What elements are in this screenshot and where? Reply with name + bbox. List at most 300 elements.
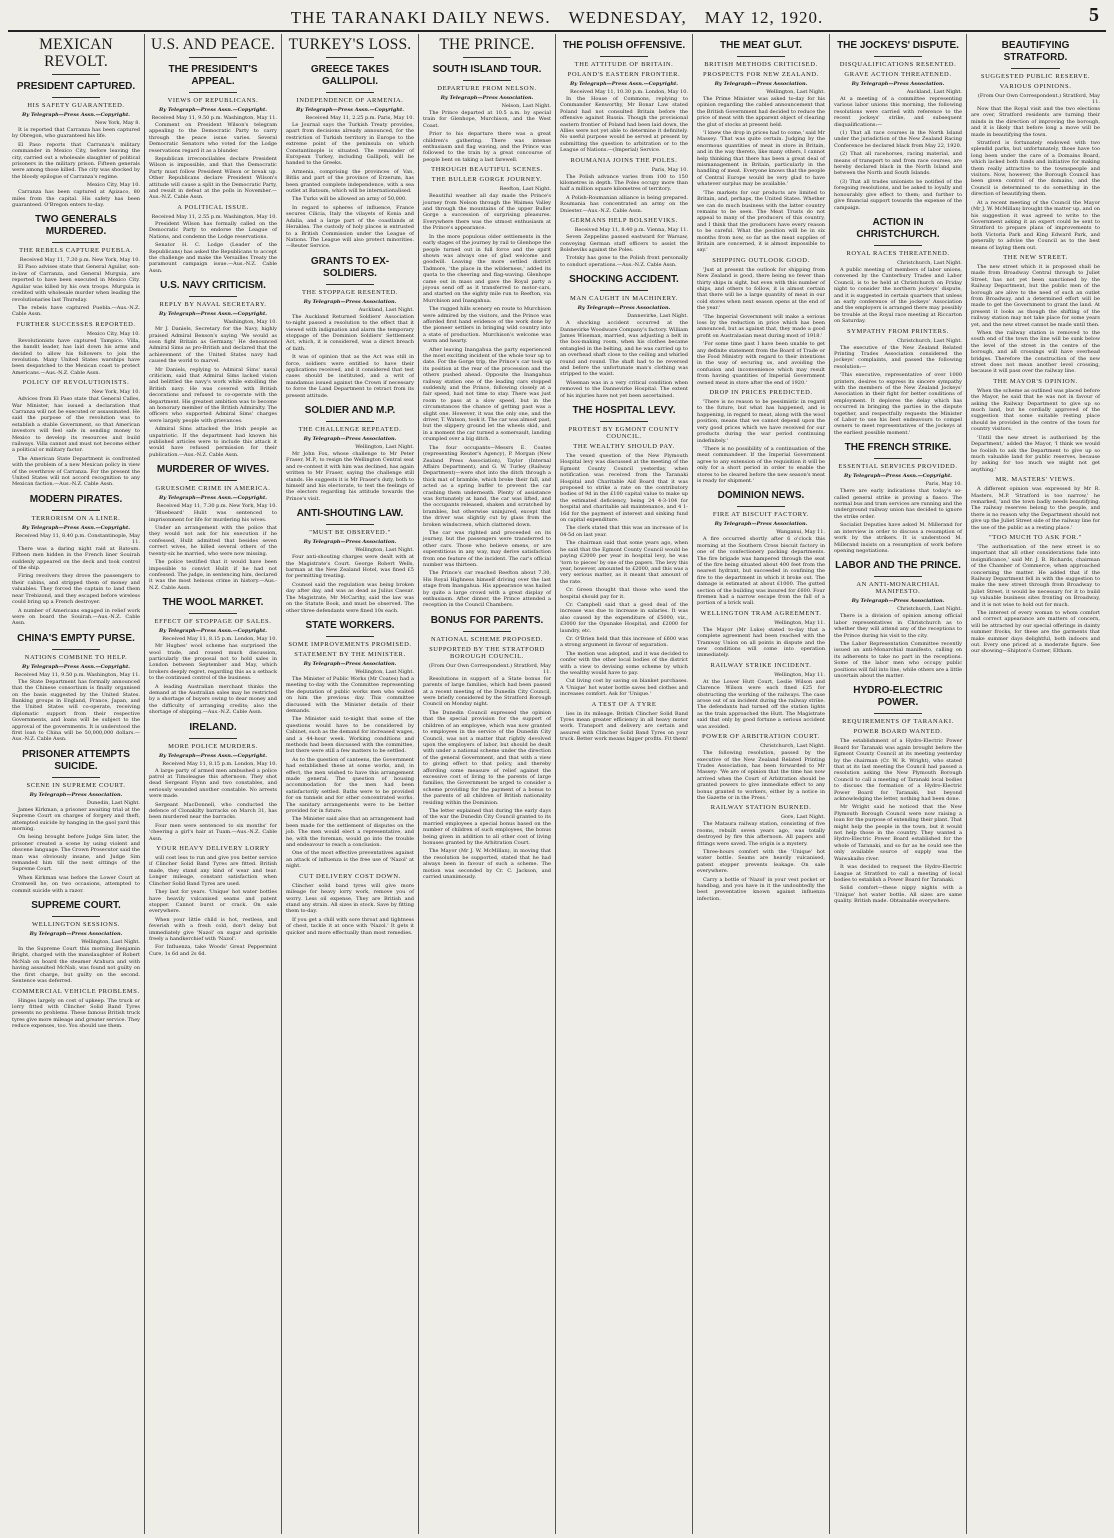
headline-rule (189, 92, 237, 93)
article-subheading: THE ATTITUDE OF BRITAIN. (574, 61, 674, 68)
article-paragraph: If you get a chill with sore throat and tightness of chest, tackle it at once with 'Nazol.' It gets it quicker and more effectually than most remedies. (286, 916, 414, 936)
press-credit: By Telegraph—Press Association. (303, 539, 397, 546)
article-paragraph: At a recent meeting of the Council the Mayor (Mr J. W. McMillan) brought the matter up, and on his suggestion it was agreed to write to the Government asking it an expert could be sent to Stratford to prepare plans of improvements to both Victoria Park and King Edward Park, and generally to advise the Council as to the best means of laying them out. (971, 199, 1100, 251)
headline-rule (189, 57, 237, 58)
article-paragraph: El Paso reports that Carranza's military commander in Mexico City, before leaving the city, carried out a wholesale slaughter of political prisoners in the military prison. Fifteen generals were among those killed. The city was shocked by the bloody epilogue of Carranza's regime. (12, 141, 140, 180)
article-subheading: THE NEW STREET. (1003, 253, 1068, 261)
press-credit: By Telegraph—Press Association. (714, 81, 808, 87)
article-subheading: "MUST BE OBSERVED." (309, 529, 391, 537)
headline-rule (874, 458, 922, 459)
article-subheading: GRAVE ACTION THREATENED. (844, 71, 952, 78)
article-paragraph: will cost less to run and give you better service if Clincher Solid Band Tyres are fitted. British made, they stand any kind of wear and tear. Longer mileage, constant satisfaction when Clincher Solid Band Tyres are used. (149, 855, 277, 887)
place-dateline: Dannevirke, Last Night. (627, 313, 688, 320)
article-paragraph: Carry a bottle of 'Nazol' in your vest pocket or handbag, and you have in it the undoubtedly the best preventative known against influenza infection. (697, 876, 825, 902)
article-paragraph: The Prince departed at 10.5 a.m. by special train for Glenhope, Murchison, and the West Coast. (423, 110, 551, 129)
article-subheading: THROUGH BEAUTIFUL SCENES. (431, 166, 543, 174)
headline-rule (326, 284, 374, 285)
article-subheading: DROP IN PRICES PREDICTED. (709, 389, 813, 397)
article-paragraph: The establishment of a Hydro-Electric Power Board for Taranaki was again brought before the Egmont County Council at its meeting yesterday by the chairman (Cr. W. R. Wright), who stated that at its last meeting the Council had passed a resolution asking the New Plymouth Borough Council to call a meeting of Taranaki local bodies to discuss the formation of a Hydro-Electric Power Board for Taranaki, but beyond acknowledging the letter, nothing had been done. (834, 738, 962, 803)
article-paragraph: Cr. Campbell said that a good deal of the increase was due to increase in salaries. It was also caused by the expenditure of £5000, viz., £3000 for the Opunake Hospital, and £2000 for laundry, etc. (560, 601, 688, 634)
place-dateline: Washington, May 10. (223, 319, 277, 326)
place-dateline: Received May 11, 7.30 p.m. New York, May 10. (156, 503, 277, 510)
article-paragraph: Advices from El Paso state that General Calles, War Minister, has issued a declaration that Carranza will not be executed or assassinated. He said the purpose of the revolution was to establish a stable Government, so that American investors will feel safe in sending money to Mexico to develop its resources and build railways. Villa cannot and must not become either a political or military factor. (12, 396, 140, 454)
article-subheading: WELLINGTON SESSIONS. (31, 921, 121, 929)
article-paragraph: The Mayor (Mr Luke) stated to-day that a complete agreement had been reached with the Tramway Union on all points in dispute and the new conditions will come into operation immediately. (697, 626, 825, 659)
article-subheading: PROTEST BY EGMONT COUNTY COUNCIL. (568, 426, 680, 440)
article-paragraph: 'The authorisation of the new street is so important that all other considerations fade into insignificance,' said Mr. J. B. Richards, chairman of the Chamber of Commerce, when approached concerning the matter. He added that if the Railway Department fell in with the suggestion to make the new street through from Broadway to Juliet Street, it would be necessary for it to build up valuable business sites fronting on Broadway, and it is not wise to hold out for much. (971, 543, 1100, 608)
press-credit: By Telegraph—Press Assn.—Copyright. (21, 663, 131, 670)
article-paragraph: Mr John Fox, whose challenge to Mr Peter Fraser, M.P., to resign the Wellington Central seat and re-contest it with him was declined, has again written to Mr Fraser, saying the challenge still stands. He suggests it is Mr Fraser's duty, both to himself and his electorate, to test the feelings of the electors regarding his attitude towards the Prince's visit. (286, 451, 414, 502)
article-paragraph: Senator H. C. Lodge (Leader of the Republicans) has asked the Republicans to accept the challenge and make the Versailles Treaty the paramount campaign issue.—Aus.-N.Z. Cable Assn. (149, 242, 277, 274)
article-headline: CHINA'S EMPTY PURSE. (17, 632, 135, 644)
place-dateline: (From Our Own Correspondent.) Stratford, May 11. (428, 662, 551, 675)
article-headline: U.S. NAVY CRITICISM. (160, 280, 266, 292)
press-credit: By Telegraph—Press Association. (303, 298, 397, 305)
article-subheading: REQUIREMENTS OF TARANAKI. (842, 718, 954, 726)
masthead-date: MAY 12, 1920. (704, 8, 824, 27)
article-subheading: WELLINGTON TRAM AGREEMENT. (700, 609, 822, 617)
article-headline: BEAUTIFYING STRATFORD. (1001, 40, 1070, 63)
press-credit: By Telegraph—Press Assn.—Copyright. (21, 524, 131, 531)
article-headline: SOUTH ISLAND TOUR. (432, 64, 542, 75)
article-headline: THE FRENCH STRIKE. (844, 442, 952, 454)
article-paragraph: A shocking accident occurred at the Dannevirke Woodware Company's factory. William James Wiseman, married, was adjusting a belt in the box-making room, when his clothes became entangled in the belting, and he was carried up to an overhead shaft close to the ceiling and whirled round and round. The shaft had to be reversed and before the unfortunate man's clothing was stripped to the waist. (560, 320, 688, 378)
masthead (8, 6, 1106, 32)
article-paragraph: Four anti-shouting charges were dealt with at the Magistrate's Court. George Robert Wells, barman at the New Zealand Hotel, was fined £5 for permitting treating. (286, 554, 414, 580)
article-paragraph: The Prime Minister was asked to-day for his opinion regarding the cabled announcement that the British Government had decided to reduce the price of meat with the apparent object of clearing the glut of stocks at present held. (697, 96, 825, 128)
place-dateline: Wellington, Last Night. (355, 444, 414, 450)
article-subheading: THE BULLER GORGE JOURNEY. (431, 176, 543, 184)
article-paragraph: lies in its mileage. British Clincher Solid Band Tyres mean greater efficiency in all heavy motor work. Transport and delivery are certain and assured with Clincher Solid Band Tyres on your truck. Better work means bigger profits. Fit them! (560, 710, 689, 743)
press-credit: By Telegraph—Press Assn.—Copyright. (158, 752, 268, 759)
headline-rule (189, 738, 237, 739)
article-paragraph: The Turks will be allowed an army of 50,000. (292, 196, 407, 203)
place-dateline: Received May 11, 10.30 p.m. London, May 10. (570, 89, 688, 95)
article-paragraph: 'The markets for our products are limited to Britain, and, perhaps, the United States. Whether we can do much business with the latter country remains to be seen. The Meat Trusts do not appeal to many of the producers of this country, and I think that the producers have every reason to be careful. What the position will be in six months from now, so far as the meat supplies of Britain are concerned, it is almost impossible to say.' (697, 189, 825, 254)
place-dateline: Christchurch, Last Night. (897, 337, 962, 344)
article-subheading: YOUR HEAVY DELIVERY LORRY (156, 845, 270, 853)
article-headline: ANTI-SHOUTING LAW. (296, 508, 404, 520)
article-paragraph: 'I knew the drop in prices had to come,' said Mr Massey. 'That was quite certain. Judging by the enormous quantities of meat in store in Britain, and in the way thereto, like many others, I cannot help thinking that there has been a great deal of mismanagement in Britain, particularly in the handling of meat. Everyone knows that the people of Central Europe would be very glad to have whatever surplus may be available.' (697, 130, 825, 188)
article-paragraph: Hinges largely on cost of upkeep. The truck or lorry fitted with Clincher Solid Band Tyres presents no problems. These famous British truck tyres give more mileage and greater service. They reduce expenses, too. You should use them. (12, 997, 140, 1030)
headline-rule (463, 80, 511, 81)
headline-rule (52, 916, 100, 917)
article-subheading: MORE POLICE MURDERS. (168, 742, 258, 750)
press-credit: By Telegraph—Press Assn.—Copyright. (843, 473, 953, 480)
article-paragraph: The motion was adopted, and it was decided to confer with the other local bodies of the district with a view to devising some scheme by which the wealthy would have to pay. (560, 650, 688, 676)
article-paragraph: Beautiful weather all day made the Prince's journey from Nelson through the Waimea Valley and through the mountains of the upper Buller Gorge a succession of surprising pleasures. Everywhere there was the utmost enthusiasm at the Prince's appearance. (423, 193, 551, 232)
article-headline: MURDERER OF WIVES. (156, 464, 270, 476)
article-subheading: A TEST OF A TYRE (591, 700, 657, 708)
article-paragraph: The Mayor (Mr J. W. McMillan), in moving that the resolution be supported, stated that he had always been in favour of such a scheme. The motion was seconded by Cr. C. Jackson, and carried unanimously. (423, 848, 551, 881)
article-paragraph: When Kirkman was before the Lower Court at Cromwell he, on two occasions, attempted to commit suicide with a razor. (12, 874, 140, 894)
press-credit: By Telegraph—Press Association. (29, 791, 123, 798)
headline-rule (52, 97, 100, 98)
article-paragraph: A large party of armed men ambushed a police patrol at Timoleague this afternoon. They shot dead Sergeant Flynn and two constables, and seriously wounded another constable. No arrests were made. (149, 767, 277, 800)
article-paragraph: Clincher solid band tyres will give more mileage for heavy lorry work, remove you of worry. Less oil expense, They are British and stand any strain. All sizes in stock. Save by fitting them to-day. (286, 882, 414, 915)
article-paragraph: In the more populous older settlements in the early stages of the journey by rail to Glenhope the people turned out in full force and the spirit shown was always one of glad welcome and goodwill. Leaving the more settled district Tadmore, 'the place in the wilderness,' added its quota to the cheering and flag-waving. Glenhope came out in mass and gave the Royal party a joyous send off as it transferred to motor-cars, and started on the eighty mile run to Reefton, via Murchison and Inangahua. (423, 233, 551, 304)
article-paragraph: President Wilson has formally called on the Democratic Party to endorse the League of Nations, and condemn the Lodge reservations. (149, 220, 277, 240)
place-dateline: Gore, Last Night. (781, 814, 825, 821)
article-headline: PRISONER ATTEMPTS SUICIDE. (22, 748, 130, 772)
article-paragraph: A fire occurred shortly after 6 o'clock this morning at the Southern Cross biscuit factory in one of the confectionery packing departments. The fire brigade was hampered through the seat of the fire being situated about 400 feet from the nearest hydrant, but succeeded in confining the fire to the department in which it broke out. The damage is estimated at about £1000. The gutted section of the building was insured for £600. Four firemen had a narrow escape from the fall of a portion of a brick wall. (697, 536, 825, 607)
article-paragraph: Cr. Green thought that those who used the hospital should pay for it. (560, 587, 688, 600)
article-subheading: VARIOUS OPINIONS. (999, 83, 1072, 90)
column-headline: MEXICAN REVOLT. (39, 36, 113, 70)
article-paragraph: Stratford is fortunately endowed with two splendid parks, but unfortunately, those have too long been under the care of a Domains Board, which lacked both funds and initiative for making them really attractive to the townspeople and visitors. Now, however, the Borough Council has been given control of the domains, and the Council is determined to do something in the direction of beautifying them. (971, 140, 1100, 198)
article-paragraph: 'There is no possibility of a continuation of the meat commandeer. If the Imperial Government agree to any extension of the requisition it will be only for a short period in order to enable the stores to be cleared before the new season's meat is ready for shipment.' (697, 445, 825, 484)
press-credit: By Telegraph—Press Assn.—Copyright. (21, 112, 131, 118)
article-paragraph: The new street which it is proposed shall be made from Broadway Central through to Juliet Street, has not yet been sanctioned by the Railway Department, but the public men of the borough are alive to the need of such an outlet from Broadway, and a determined effort will be made to get the Government to grant the land. At present it looks as though the shifting of the railway station may not take place for some years yet, and the new street cannot be made until then. (971, 263, 1100, 328)
article-paragraph: The Mataura railway station, consisting of five rooms, rebuilt seven years ago, was totally destroyed by fire this afternoon. All papers and fittings were saved. The origin is a mystery. (697, 821, 825, 847)
article-paragraph: Republican irreconcilables declare President Wilson is impossible, and that the Democratic Party must follow President Wilson or break up. Other Republicans declare President Wilson's attitude will cause a split in the Democratic Party, and result in defeat at the polls in November.—Aus.-N.Z. Cable Assn. (149, 156, 277, 201)
press-credit: By Telegraph—Press Assn.—Copyright. (158, 311, 268, 318)
article-paragraph: The Dunedin Council expressed the opinion that the special provision for the support of children of an employee, which was now granted to employees in the service of the Dunedin City Council, was not a matter that rightly devolved upon the employers of labor, but should be dealt with under a national scheme under the direction of the general Government, and that with a view to giving effect to that policy, and thereby affording some measure of relief against the excessive cost of living to the parents of large families, the Government be urged to consider a scheme providing for the payment of a bonus to the parents of all children of British nationality residing within the Dominion. (423, 709, 551, 806)
article-paragraph: When your little child is hot, restless, and feverish with a fresh cold, don't delay but immediately give 'Nazol' on sugar and sprinkle freely a handkerchief with 'Nazol'. (149, 916, 277, 942)
article-paragraph: The Auckland Returned Soldiers' Association to-night passed a resolution to the effect that it viewed with indignation and alarm the temporary stoppage of the Dominion Soldiers' Settlement Act, which, it is considered, was a direct breach of faith. (286, 313, 414, 352)
press-credit: By Telegraph—Press Association. (851, 598, 945, 605)
article-paragraph: Seven Zeppelins passed eastward for Warsaw, conveying German staff officers to assist the Bolsheviks against the Poles. (560, 234, 688, 253)
article-subheading: SUGGESTED PUBLIC RESERVE. (980, 73, 1091, 80)
article-subheading: ESSENTIAL SERVICES PROVIDED. (838, 463, 958, 471)
place-dateline: Received May 11, 8.40 p.m. Constantinople, May 11. (15, 532, 140, 545)
article-subheading: EFFECT OF STOPPAGE OF SALES. (154, 618, 272, 626)
column-headline: U.S. AND PEACE. (150, 36, 275, 53)
article-headline: SUPREME COURT. (31, 900, 121, 912)
article-paragraph: 'This executive, representative of over 1000 printers, desires to express its sincere sympathy with the members of the New Zealand Jockeys' Association in their fight for better conditions of employment. It deplores the delay which has occurred in bringing the parties in the dispute together, and respectfully requests the Minister of Labor to use his best endeavours to compel owners to meet representatives of the jockeys at the earliest possible moment.' (834, 372, 962, 436)
article-headline: THE WOOL MARKET. (162, 597, 264, 609)
article-paragraph: A Polish-Roumanian alliance is being prepared. Roumania has concentrated an army on the Dniester.—Aus.-N.Z. Cable Assn. (560, 194, 688, 214)
article-paragraph: Under an arrangement with the police that they would not ask for his execution if he confessed, Hulit admitted that besides seven correct wives, he killed several others of the twenty-six he married, who were now missing. (149, 525, 277, 557)
headline-rule (600, 421, 648, 422)
article-paragraph: Le Journal says the Turkish Treaty provides, apart from decisions already announced, for the restriction of Turkish territory in Europe to the extreme point of the peninsula on which Constantinople is situated. The remainder of European Turkey, including Gallipoli, will be handed to the Greeks. (286, 122, 414, 167)
article-paragraph: Armenia, comprising the provinces of Van, Bitlis and part of the province of Erzerum, has been granted complete independence, with a sea outlet at Batoum, which will be internationalised. (286, 168, 414, 195)
place-dateline: Wellington, Last Night. (355, 668, 414, 675)
article-headline: ACTION IN CHRISTCHURCH. (856, 216, 940, 240)
headline-rule (189, 613, 237, 614)
article-headline: TWO GENERALS MURDERED. (35, 214, 117, 238)
place-dateline: Paris, May 10. (651, 166, 688, 173)
headline-rule (1011, 68, 1060, 69)
article-subheading: THE REBELS CAPTURE PUEBLA. (19, 247, 133, 255)
press-credit: By Telegraph—Press Assn.—Copyright. (158, 628, 268, 635)
article-paragraph: El Paso advises state that General Aguilar, son-in-law of Carranza, and General Murguia, are reported to have been executed in Mexico City. Aguilar was killed by his own troops. Murguia is credited with wholesale murder when leading the revolutionaries last Thursday. (12, 264, 140, 303)
headline-rule (600, 56, 648, 57)
headline-rule (874, 576, 922, 577)
headline-rule (52, 777, 100, 778)
article-subheading: THE CHALLENGE REPEATED. (298, 426, 402, 433)
column-4 (419, 34, 556, 1534)
article-subheading: POLICY OF REVOLUTIONISTS. (22, 379, 130, 387)
place-dateline: Mexico City, May 10. (86, 182, 140, 189)
headline-rule (326, 524, 374, 525)
article-subheading: THE STOPPAGE RESENTED. (301, 288, 399, 296)
article-subheading: BRITISH METHODS CRITICISED. (704, 61, 818, 68)
article-headline: THE JOCKEYS' DISPUTE. (837, 40, 959, 51)
article-subheading: MR. MASTERS' VIEWS. (995, 476, 1076, 484)
article-paragraph: James Kirkman, a prisoner awaiting trial at the Supreme Court on charges of forgery and theft, attempted suicide by hanging in the gaol yard this morning. (12, 806, 140, 832)
headline-rule (463, 631, 511, 632)
article-headline: LABOR AND THE PRINCE. (835, 560, 961, 572)
article-paragraph: The executive of the New Zealand Related Printing Trades Association considered the jockeys' complaints, and passed the following resolution:— (834, 344, 962, 370)
place-dateline: Christchurch, Last Night. (897, 259, 962, 266)
article-subheading: DISQUALIFICATIONS RESENTED. (839, 61, 957, 68)
article-paragraph: Mr J. Daniels, Secretary for the Navy, highly praised Admiral Benson's saying 'We would as soon fight Britain as Germany.' He denounced Admiral Sims as pro-British and declared that the achievement of the United States navy had caused the world to marvel. (149, 326, 277, 365)
article-headline: THE POLISH OFFENSIVE. (562, 40, 686, 51)
article-paragraph: Prior to his departure there was a great children's gathering. There was intense enthusiasm and flag waving, and the Prince was followed to the train by a great concourse of people bent on taking a last farewell. (423, 131, 551, 163)
article-paragraph: The clerk stated that this was an increase of 1s 04-5d on last year. (560, 525, 688, 538)
article-subheading: POWER BOARD WANTED. (853, 728, 943, 736)
article-headline: THE MEAT GLUT. (719, 40, 803, 51)
article-headline: DOMINION NEWS. (717, 490, 805, 502)
article-subheading: CUT DELIVERY COST DOWN. (299, 872, 401, 880)
headline-rule (189, 296, 237, 297)
column-2 (145, 34, 282, 1534)
press-credit: By Telegraph—Press Association. (29, 931, 123, 938)
press-credit: By Telegraph—Press Assn.—Copyright. (295, 107, 405, 113)
article-paragraph: Cr. O'Brien held that this increase of £600 was a strong argument in favour of separation. (560, 635, 688, 649)
article-subheading: SOME IMPROVEMENTS PROMISED. (288, 640, 412, 648)
article-paragraph: The car was righted and proceeded on its journey, but the passengers were transferred to other cars. Those who believe omens, or are superstitious in any way, may derive satisfaction from one feature of the incident. The car's official number was thirteen. (423, 529, 551, 568)
column-8 (967, 34, 1104, 1534)
article-paragraph: Cut living cost by saving on blanket purchases. A 'Unique' hot water bottle saves bed clothes and increases comfort. Ask for 'Unique.' (560, 678, 688, 698)
article-paragraph: The vexed question of the New Plymouth Hospital levy was discussed at the meeting of the Egmont County Council yesterday, when notification was received from the Taranaki Hospital and Charitable Aid Board that it was proposed to strike a rate on the contributory bodies of 9d in the £100 capital value to make up the estimated deficiency, being 24 4-3-104 for hospital and charitable aid maintenance, and 4 1-16d for the payment of interest and sinking fund on capital expenditure. (560, 453, 688, 524)
headline-rule (52, 510, 100, 511)
column-5 (556, 34, 693, 1534)
article-headline: MODERN PIRATES. (29, 493, 123, 505)
place-dateline: Received May 11, 8.15 p.m. London, May 10. (162, 760, 277, 767)
place-dateline: Wellington, Last Night. (81, 939, 140, 946)
article-subheading: POLAND'S EASTERN FRONTIER. (567, 71, 681, 78)
masthead-day: WEDNESDAY, (568, 8, 687, 27)
headline-rule (463, 57, 511, 58)
article-subheading: REPLY BY NAVAL SECRETARY. (159, 301, 267, 309)
article-headline: IRELAND. (189, 721, 237, 733)
article-paragraph: The police testified that it would have been impossible to convict Hulit if he had not confessed. The judge, in sentencing him, declared it was the most heinous crime in history.—Aus.-N.Z. Cable Assn. (149, 559, 277, 591)
masthead-paper-name: THE TARANAKI DAILY NEWS. (290, 8, 551, 27)
place-dateline: Received May 11, 9.50 p.m. Washington, May 11. (151, 115, 277, 121)
article-paragraph: It was of opinion that as the Act was still in force, soldiers were entitled to have their applications received, and it considered that test cases should be instituted, and a writ of mandamus issued against the Crown if necessary to force the Land Department to retract from its present attitude. (286, 354, 414, 399)
press-credit: By Telegraph—Press Association. (577, 305, 671, 312)
article-paragraph: Mr Wright said he noticed that the New Plymouth Borough Council were now raising a loan for the purpose of extending their plant. That might help the people in the town, but it would not help those in the country. They wanted a Hydro-Electric Power Board established for the whole of Taranaki, and so far as he could see the only available source of supply was the Waiwakaiho river. (834, 804, 962, 862)
place-dateline: Wellington, May 11. (774, 671, 825, 678)
article-paragraph: Four men were sentenced to six months' for 'cheering a girl's hair at Tuam.—Aus.-N.Z. Cable Assn. (149, 822, 277, 842)
article-paragraph: When the railway station is removed to the south end of the town the line will be sunk below the level of the street in the centre of the borough, and all crossings will have overhead bridges. Therefore the construction of the new street does not mean another level crossing, because it will pass over the railway line. (971, 330, 1100, 375)
article-subheading: MAN CAUGHT IN MACHINERY. (569, 295, 679, 303)
article-subheading: SHIPPING OUTLOOK GOOD. (712, 256, 810, 264)
place-dateline: Christchurch, Last Night. (897, 606, 962, 613)
press-credit: By Telegraph—Press Association. (303, 436, 397, 442)
article-subheading: RAILWAY STATION BURNED. (710, 804, 812, 812)
column-headline: THE PRINCE. (439, 36, 535, 53)
article-paragraph: 'The Imperial Government will make a serious loss by the reduction in price which has been announced, but as against that, they made a good profit on Australasian meat during most of 1918.' (697, 313, 825, 339)
press-credit: By Telegraph—Press Association. (440, 95, 534, 101)
place-dateline: Received May 11, 7.30 p.m. New York, May 10. (19, 257, 140, 264)
place-dateline: Wanganui, May 11. (776, 529, 825, 536)
article-paragraph: The Polish advance varies from 100 to 150 kilometres in depth. The Poles occupy more than half a million square kilometres of territory. (560, 173, 688, 193)
article-paragraph: At the Lower Hutt Court, Leslie Wilson and Clarence Wilson were each fined £25 for obstructing the working of the railways. The case arose out of an incident during the railway strike. The defendants had turned off the station lights as the train approached the Hutt. The Magistrate said that only by good fortune a serious accident was avoided. (697, 678, 825, 730)
article-headline: THE PRESIDENT'S APPEAL. (168, 64, 258, 87)
headline-rule (52, 242, 100, 243)
column-headline: TURKEY'S LOSS. (288, 36, 412, 53)
article-paragraph: After leaving Inangahua the party experienced the most exciting incident of the whole tour up to date. For the Gorge trip, the Prince's car took up its position at the rear of the procession and the others pushed ahead. Opposite the Inangahua railway station one of the leading cars stopped suddenly, and the Prince, following closely at a fair speed, had not time to stay. There was just room to pass at a slow speed, but in the circumstances the chance of getting past was a slight one. However, it was the only one, and the driver, T. Watson, took it. The car was almost past, but the slippery ground let the wheels skid, and in a moment the car turned a somersault, landing crumpled over a big ditch. (423, 346, 552, 443)
article-paragraph: There is a division of opinion among official labor representatives in Christchurch as to whether they will attend any of the receptions to the Prince during his visit to the city. (834, 613, 962, 639)
article-subheading: A POLITICAL ISSUE. (177, 203, 249, 211)
article-paragraph: A different opinion was expressed by Mr R. Masters, M.P. 'Stratford is too narrow,' he remarked, 'and the town badly needs beautifying. The railway reserves belong to the people, and there is no reason why the Department should not give up the Juliet Street side of the railway line for the use of the public as a resting place.' (971, 486, 1100, 531)
article-subheading: SYMPATHY FROM PRINTERS. (847, 327, 949, 335)
article-subheading: "TOO MUCH TO ASK FOR." (988, 533, 1083, 541)
headline-rule (326, 92, 374, 93)
article-headline: PRESIDENT CAPTURED. (16, 81, 136, 92)
article-subheading: ROYAL RACES THREATENED. (846, 249, 950, 257)
article-paragraph: When the scheme as outlined was placed before the Mayor, he said that he was not in favour of asking the Railway Department to give up so much land, but he cordially approved of the suggestion that some suitable resting place should be provided in the centre of the town for country visitors. (971, 387, 1100, 433)
place-dateline: Auckland, Last Night. (358, 306, 414, 313)
headline-rule (326, 636, 374, 637)
article-paragraph: 'For some time past I have been unable to get any definite statement from the Board of Trade or the Food Ministry with regard to their intentions in the way of securing us, and avoiding the confusion and inconvenience which may result from having quantities of Imperial Government owned meat in store after the end of 1920.' (697, 341, 825, 386)
place-dateline: Wellington, Last Night. (766, 89, 825, 95)
place-dateline: Mexico City, May 10. (86, 330, 140, 337)
article-paragraph: Mr Hughes' wool scheme has surprised the wool trade, and roused much discussion, particularly the proposal not to hold sales in London between September and May, which brokers deeply regret, regarding this as a setback to the continued control of the business. (149, 643, 277, 682)
column-6 (693, 34, 830, 1534)
article-paragraph: In regard to spheres of influence, France secures Cilicia, Italy the vilayets of Konia and Adalia, and a large part of the coastlands at Heraklea. The custody of holy places is entrusted to a British Commission under the League of Nations. The League will also protect minorities.—Reuter Service. (286, 204, 414, 250)
article-paragraph: Wiseman was in a very critical condition when removed to the Dannevirke Hospital. The extent of his injuries have not yet been ascertained. (560, 379, 688, 399)
article-subheading: THE WEALTHY SHOULD PAY. (573, 443, 675, 450)
article-subheading: STATEMENT BY THE MINISTER. (294, 650, 406, 658)
place-dateline: Received May 11, 2.55 p.m. Washington, May 10. (151, 213, 277, 220)
headline-rule (874, 713, 922, 714)
article-paragraph: Firing revolvers they drove the passengers to their cabins, and stripped them of money and valuables. They forced the captain to land them near Trebizond, and they escaped before wireless could bring up a French destroyer. (12, 573, 140, 606)
article-paragraph: The rugged hills scenery en route to Murchison were admired by the visitors, and the Prince was afforded first hand evidence of the work done by the pioneer settlers in bringing wild country into a state of production. Murchison's welcome was warm and hearty. (423, 306, 551, 345)
article-subheading: SCENE IN SUPREME COURT. (26, 781, 126, 789)
article-headline: SOLDIER AND M.P. (304, 405, 396, 416)
article-paragraph: The following resolution, passed by the executive of the New Zealand Related Printing Trades Association, has been forwarded to Mr Massey: 'We are of opinion that the time has now arrived when the Court of Arbitration should be granted powers to give immediate effect to any bonus granted to workers, either by a notice in the Gazette or in the Press.' (697, 750, 825, 801)
article-paragraph: The Minister said also that an arrangement had been made for the settlement of disputes on the job. The men would elect a representative, and he, with the foreman, would go into the trouble and endeavour to reach a conclusion. (286, 816, 414, 849)
article-paragraph: Comment on President Wilson's telegram appealing to the Democratic Party to carry through the peace issue varies. Several Democratic Senators who voted for the Lodge reservations regard it as a blunder. (149, 122, 277, 154)
article-subheading: TERRORISM ON A LINER. (31, 514, 121, 522)
article-subheading: GERMANS HELP BOLSHEVIKS. (570, 217, 678, 225)
article-subheading: POWER OF ARBITRATION COURT. (702, 733, 820, 741)
columns-container (8, 34, 1106, 1534)
article-paragraph: They last for years. 'Unique' hot water bottles have heavily vulcanised seams and patent stopper. Cannot burst or crack. On sale everywhere. (149, 889, 277, 915)
article-paragraph: The rebels have captured Puebla.—Aus.-N.Z. Cable Assn. (12, 304, 140, 318)
article-subheading: FIRE AT BISCUIT FACTORY. (712, 511, 810, 519)
headline-rule (52, 74, 100, 75)
column-7 (830, 34, 967, 1534)
place-dateline: Reefton, Last Night. (499, 186, 551, 193)
column-3 (282, 34, 419, 1534)
article-paragraph: 'There is no reason to be pessimistic in regard to the future, but what has happened, and is happening, in regard to meat, along with the wool position, means that we cannot depend upon the very good prices which we have received for our products during the war period continuing indefinitely.' (697, 399, 825, 444)
headline-rule (737, 56, 785, 57)
article-paragraph: It is reported that Carranza has been captured by Obregon, who guaranteed his life. (12, 127, 140, 140)
place-dateline: Paris, May 10. (925, 481, 962, 488)
press-credit: By Telegraph—Press Assn.—Copyright. (569, 81, 679, 87)
article-paragraph: Counsel said the regulation was being broken day after day, and was as dead as Julius Caesar. The Magistrate, Mr McCarthy, said the law was on the Statute Book, and must be observed. The other three defendants were fined 10s each. (286, 581, 414, 614)
article-paragraph: 'Bluebeard' Hulit was sentenced to imprisonment for life for murdering his wives. (149, 510, 277, 523)
headline-rule (874, 245, 922, 246)
place-dateline: New York, May 10. (91, 389, 140, 396)
article-paragraph: Mr Daniels, replying to Admiral Sims' naval criticism, said that Admiral Sims lacked vision and belittled the navy's work while extolling the British navy. He was covered with British decorations and refused to co-operate with the department. His greatest ambition was to become an honorary member of the British Admiralty. The officers who supported Admiral Sims' charges were largely people with grievances. (149, 366, 277, 424)
article-paragraph: A public meeting of members of labor unions, convened by the Canterbury Trades and Labor Council, is to be held at Christchurch on Friday night to consider the northern jockeys' dispute, and it is suggested in certain quarters that unless an early conference of the jockeys' Association and the employers is arranged there may possibly be trouble at the Royal race meeting at Riccarton on Saturday. (834, 266, 962, 325)
place-dateline: Wellington, Last Night. (355, 547, 414, 554)
article-paragraph: For Influenza, take Woods' Great Peppermint Cure, 1s 6d and 2s 6d. (149, 944, 277, 957)
article-paragraph: The letter explained that during the early days of the war the Dunedin City Council granted to its married employees a special bonus based on the number of children of such employees, the bonus being given in addition to all other cost of living bonuses granted by the Arbitration Court. (423, 807, 551, 846)
article-paragraph: The Minister of Public Works (Mr Coates) had a meeting to-day with the Committee representing the deputation of public works men who waited on him the previous day. This committee discussed with the Minister details of their demands. (286, 675, 414, 714)
article-subheading: NATIONS COMBINE TO HELP. (24, 653, 128, 661)
article-paragraph: Solid comfort—these nippy nights with a 'Unique' hot water bottle. All sizes are same quality. British made. Obtainable everywhere. (834, 885, 962, 905)
column-1 (8, 34, 145, 1534)
press-credit: By Telegraph—Press Assn.—Copyright. (158, 495, 268, 502)
article-subheading: AN ANTI-MONARCHIAL MANIFESTO. (856, 581, 940, 596)
article-paragraph: In the House of Commons, replying to Commander Kenworthy, Mr Bonar Law stated Poland had not consulted Britain before the offensive against Russia. Though the provisional eastern frontier of Poland had been laid down, the Allies were not yet able to determine it definitely. No useful purpose would be served at present by submitting the question to arbitration or to the League of Nations.—(Imperial) Service. (560, 96, 688, 154)
place-dateline: Dunedin, Last Night. (86, 799, 140, 806)
article-subheading: RAILWAY STRIKE INCIDENT. (710, 661, 812, 669)
article-headline: THE HOSPITAL LEVY. (572, 405, 676, 416)
headline-rule (737, 506, 785, 507)
headline-rule (874, 56, 922, 57)
headline-rule (189, 480, 237, 481)
article-paragraph: The Prince's car reached Reefton about 7.30, His Royal Highness himself driving over the last stage from Inangahua. His appearance was hailed by quite a large crowd with a great display of enthusiasm. After dinner, the Prince attended a reception in the Council Chambers. (423, 570, 551, 609)
article-paragraph: The four occupants—Messrs E. Coates (representing Reuter's Agency), P. Morgan (New Zealand Press Association), Taylor (Internal Affairs Department), and G. W. Turley (Railway Department)—were shot into the ditch through a thick mat of bramble, which broke their fall, and acted as a spring buffer to prevent the car crashing them underneath. Plenty of assistance was fortunately at hand, the car was lifted, and the occupants released, shaken and scratched by brambles, but otherwise uninjured, except that the driver was slightly cut by glass from the broken windscreen, which clattered down. (423, 444, 551, 528)
article-subheading: FURTHER SUCCESSES REPORTED. (16, 320, 136, 328)
article-paragraph: As to the question of canteens, the Government had established these at some works, and, in effect, the men wished to have this arrangement made general. The question of housing accommodation for the men had been satisfactorily settled. Baths were to be provided for on tunnels and for other concentrated works. The sanitary arrangements were to be better provided for in future. (286, 756, 414, 815)
place-dateline: Received May 11, 9.50 p.m. Washington, May 11. (14, 671, 140, 678)
place-dateline: Auckland, Last Night. (906, 89, 962, 95)
headline-rule (600, 290, 648, 291)
article-headline: BONUS FOR PARENTS. (430, 614, 544, 626)
article-paragraph: The Minister said to-night that some of the questions would have to be considered by Cabinet, such as the demand for increased wages, and a 44-hour week. Working conditions and methods had been discussed with the committee, but there were still a few matters to be settled. (286, 716, 414, 755)
article-paragraph: The interest of every woman to whom comfort and correct appearance are matters of concern, will be attracted by our special offerings in dainty summer frocks, for these are the garments that make summer days delightful, both indoors and out. Every one priced at a moderate figure. See our showing—Shipton's Corner, Eltham. (971, 610, 1100, 655)
article-subheading: NATIONAL SCHEME PROPOSED. (430, 635, 544, 643)
place-dateline: (From Our Own Correspondent.) Stratford, May 11. (977, 93, 1100, 105)
article-paragraph: There was a daring night raid at Batoum. Fifteen men hidden in the French liner Souirah suddenly appeared on the deck and took control of the ship. (12, 545, 140, 572)
place-dateline: Wellington, May 11. (774, 619, 825, 626)
article-subheading: DEPARTURE FROM NELSON. (437, 85, 537, 92)
article-subheading: SUPPORTED BY THE STRATFORD BOROUGH COUNCIL. (429, 645, 545, 660)
article-subheading: VIEWS OF REPUBLICANS. (167, 97, 259, 104)
article-headline: STATE WORKERS. (305, 619, 395, 631)
headline-rule (326, 421, 374, 422)
article-subheading: GRUESOME CRIME IN AMERICA. (155, 485, 271, 493)
article-paragraph: Three-hours comfort with the 'Unique' hot water bottle. Seams are heavily vulcanised, patent stopper prevents leakage. On sale everywhere. (697, 848, 825, 875)
article-paragraph: 'Until the new street is authorised by the Department,' added the Mayor, 'I think we would be foolish to ask the Department to give up so much valuable land for public reserves, because by asking for too much we might not get anything.' (971, 434, 1100, 473)
headline-rule (52, 649, 100, 650)
place-dateline: Christchurch, Last Night. (760, 743, 825, 750)
article-paragraph: Trotsky has gone to the Polish front personally to conduct operations.—Aus.-N.Z. Cable Assn. (560, 255, 688, 268)
place-dateline: Received May 11, 8.15 p.m. London, May 10. (162, 636, 277, 643)
headline-rule (326, 57, 374, 58)
article-paragraph: Revolutionists have captured Tampico. Villa, the bandit leader, has laid down his arms and decided to allow his followers to join the revolution. Many United States warships have been despatched to the Mexican coast to protect Americans.—Aus.-N.Z. Cable Assn. (12, 337, 140, 376)
place-dateline: Nelson, Last Night. (501, 103, 551, 109)
place-dateline: Received May 11, 8.40 p.m. Vienna, May 11. (574, 227, 688, 234)
press-credit: By Telegraph—Press Association. (714, 521, 808, 528)
article-subheading: THE MAYOR'S OPINION. (993, 377, 1078, 385)
article-paragraph: A number of Americans engaged in relief work were on board the Souirah.—Aus.-N.Z. Cable Assn. (12, 607, 140, 627)
article-paragraph: The chairman said that some years ago, when he said that the Egmont County Council would be paying £2000 per year in hospital levy, he was 'torn to pieces' by one of the papers. The levy this year, however, amounted to £2000, and this was a very serious matter, as it meant that amount of the rate. (560, 540, 688, 585)
article-headline: HYDRO-ELECTRIC POWER. (853, 685, 943, 709)
article-paragraph: A leading Australian merchant thinks the demand at the Australian sales may be restricted by a shortage of buyers owing to dear money and the difficulty of arranging credits; also the shortage of shipping.—Aus.-N.Z. Cable Assn. (149, 683, 277, 716)
article-subheading: HIS SAFETY GUARANTEED. (27, 102, 125, 109)
article-paragraph: (3) That all trades unionists be notified of the foregoing resolutions, and be asked to loyally and honourably give effect to them; and further to give financial support towards the expense of the campaign. (834, 178, 962, 211)
article-paragraph: In the Supreme Court this morning Benjamin Bright, charged with the manslaughter of Robert McNab on board the steamer Arahura and with having assaulted McNab, was found not guilty on the first charge, but guilty on the second. Sentence was deferred. (12, 946, 140, 985)
press-credit: By Telegraph—Press Association. (851, 81, 945, 87)
article-paragraph: On being brought before Judge Sim later, the prisoner created a scene by using violent and obscene language. The Crown Prosecutor said the man was obviously insane, and Judge Sim remanded him till the next sittings of the Supreme Court. (12, 834, 140, 873)
article-paragraph: The American State Department is confronted with the problem of a new Mexican policy in view of the overthrow of Carranza. For the present the United States will not accord recognition to any Mexican faction.—Aus.-N.Z. Cable Assn. (12, 455, 140, 488)
article-paragraph: (2) That all racehorses, racing material, and means of transport to and from race courses, are hereby declared black in the North Island and between the North and South Islands. (834, 151, 962, 177)
article-subheading: INDEPENDENCE OF ARMENIA. (296, 97, 404, 104)
article-paragraph: The State Department has formally announced that the Chinese consortium is finally organised on the basis suggested by the United States. Banking groups in England, France, Japan, and the United States will co-operate, receiving diplomatic support from their respective Governments, and loans will be subject to the approval of the governments. It is understood the first loan to China will be 50,000,000 dollars.—Aus.-N.Z. Cable Assn. (12, 678, 140, 743)
article-subheading: PROSPECTS FOR NEW ZEALAND. (703, 71, 819, 78)
article-subheading: ROUMANIA JOINS THE POLES. (570, 156, 678, 164)
